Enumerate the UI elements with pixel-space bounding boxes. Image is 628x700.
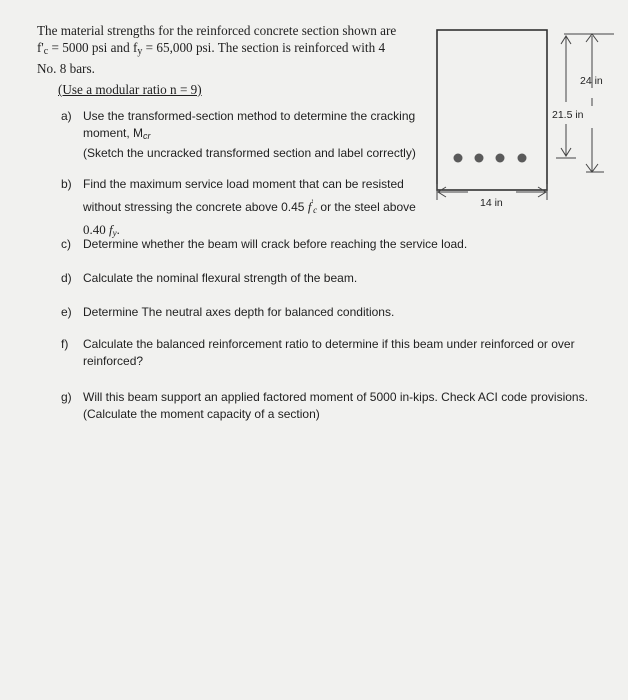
modular-ratio-note: (Use a modular ratio n = 9) (58, 82, 202, 97)
part-e-line-1: Determine The neutral axes depth for balanced conditions. (83, 305, 395, 319)
part-d-label: d) (61, 271, 72, 285)
part-b-line-1: Find the maximum service load moment that can be resisted (83, 177, 404, 191)
part-a-line-2: moment, Mcr (83, 126, 151, 141)
rebar-group (454, 154, 527, 163)
part-g-line-2: (Calculate the moment capacity of a section) (83, 407, 320, 421)
rebar (496, 154, 505, 163)
part-f-line-1: Calculate the balanced reinforcement ratio to determine if this beam under reinforced or over (83, 337, 575, 351)
part-f-label: f) (61, 337, 69, 351)
part-g (61, 389, 609, 425)
part-b-label: b) (61, 177, 72, 191)
intro-line-3: No. 8 bars. (37, 61, 95, 76)
beam-section-outline (437, 30, 547, 190)
rebar (518, 154, 527, 163)
part-f (61, 336, 601, 372)
part-e-label: e) (61, 305, 72, 319)
part-g-label: g) (61, 390, 72, 404)
part-e (61, 304, 601, 322)
effective-depth-label: 21.5 in (552, 109, 584, 121)
rebar (454, 154, 463, 163)
part-b-line-2: without stressing the concrete above 0.45 f'c or the steel above (83, 198, 416, 215)
rebar (475, 154, 484, 163)
part-d-line-1: Calculate the nominal flexural strength of the beam. (83, 271, 358, 285)
part-a-line-3: (Sketch the uncracked transformed section and label correctly) (83, 146, 416, 160)
width-label: 14 in (480, 197, 503, 209)
part-f-line-2: reinforced? (83, 354, 144, 368)
height-dimension (564, 34, 614, 172)
part-c-label: c) (61, 237, 71, 251)
beam-cross-section-figure (428, 18, 618, 218)
intro-line-1: The material strengths for the reinforced concrete section shown are (37, 23, 397, 38)
part-b (61, 176, 441, 238)
part-a-line-1: Use the transformed-section method to determine the cracking (83, 109, 416, 123)
part-g-line-1: Will this beam support an applied factored moment of 5000 in-kips. Check ACI code provisions. (83, 390, 588, 404)
height-label: 24 in (580, 75, 603, 87)
part-a-label: a) (61, 109, 72, 123)
effective-depth-dimension (556, 36, 576, 158)
problem-statement (37, 22, 427, 77)
part-c-line-1: Determine whether the beam will crack before reaching the service load. (83, 237, 468, 251)
part-b-line-3: 0.40 fy. (83, 222, 120, 238)
part-c (61, 236, 601, 254)
part-d (61, 270, 601, 288)
part-a (61, 108, 441, 160)
intro-line-2: f'c = 5000 psi and fy = 65,000 psi. The section is reinforced with 4 (37, 40, 386, 57)
